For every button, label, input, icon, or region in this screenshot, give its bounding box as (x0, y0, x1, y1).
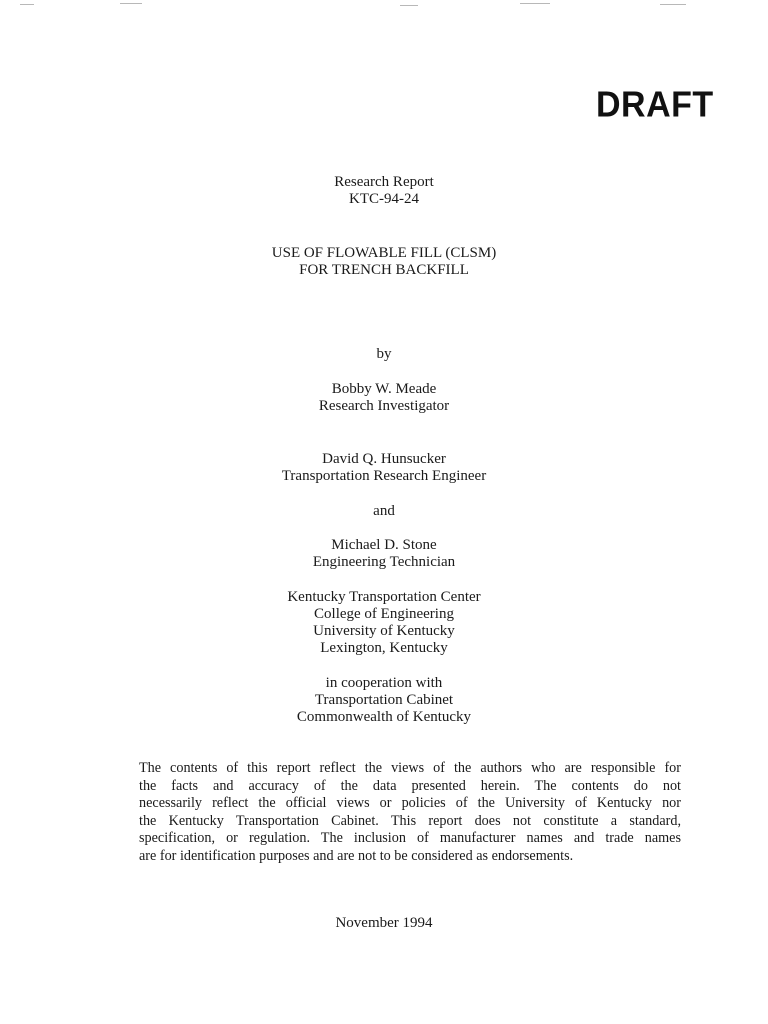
scan-artifact (520, 3, 550, 4)
byline-and (0, 503, 768, 520)
institution-line: University of Kentucky (313, 623, 455, 639)
scan-artifact (660, 4, 686, 5)
author-block (0, 451, 768, 485)
cooperation-line: in cooperation with (325, 675, 443, 691)
scan-artifact (400, 5, 418, 6)
author-role: Engineering Technician (312, 554, 456, 570)
report-type: Research Report (334, 174, 434, 190)
report-identifier (0, 174, 768, 208)
report-number: KTC-94-24 (349, 191, 419, 207)
institution-line: Kentucky Transportation Center (287, 589, 481, 605)
byline-by (0, 346, 768, 363)
disclaimer-line: necessarily reflect the official views or policies of the University of Kentucky nor (139, 795, 681, 812)
institution-line: Lexington, Kentucky (320, 640, 448, 656)
institution-block (0, 589, 768, 657)
author-name: David Q. Hunsucker (322, 451, 446, 467)
date-text: November 1994 (335, 915, 433, 931)
scan-artifact (20, 4, 34, 5)
report-date (0, 915, 768, 932)
cooperation-line: Commonwealth of Kentucky (296, 709, 472, 725)
report-title (0, 245, 768, 279)
by-label: by (376, 346, 392, 362)
author-role: Transportation Research Engineer (281, 468, 487, 484)
author-role: Research Investigator (318, 398, 450, 414)
disclaimer-line: specification, or regulation. The inclusion of manufacturer names and trade names (139, 830, 681, 847)
institution-line: College of Engineering (314, 606, 454, 622)
author-name: Michael D. Stone (331, 537, 437, 553)
title-line-2: FOR TRENCH BACKFILL (299, 262, 469, 278)
disclaimer-line: the Kentucky Transportation Cabinet. This report does not constitute a standard, (139, 812, 681, 829)
title-line-1: USE OF FLOWABLE FILL (CLSM) (271, 245, 497, 261)
disclaimer-line: the facts and accuracy of the data presented herein. The contents do not (139, 777, 681, 794)
cooperation-block (0, 675, 768, 726)
scan-artifact (120, 3, 142, 4)
disclaimer-paragraph (139, 760, 681, 866)
author-block (0, 381, 768, 415)
author-block (0, 537, 768, 571)
disclaimer-line: are for identification purposes and are not to be considered as endorsements. (139, 847, 574, 864)
disclaimer-line: The contents of this report reflect the views of the authors who are responsible for (139, 760, 681, 776)
draft-stamp: DRAFT (596, 85, 714, 125)
author-name: Bobby W. Meade (331, 381, 437, 397)
and-label: and (373, 503, 395, 519)
cooperation-line: Transportation Cabinet (314, 692, 454, 708)
